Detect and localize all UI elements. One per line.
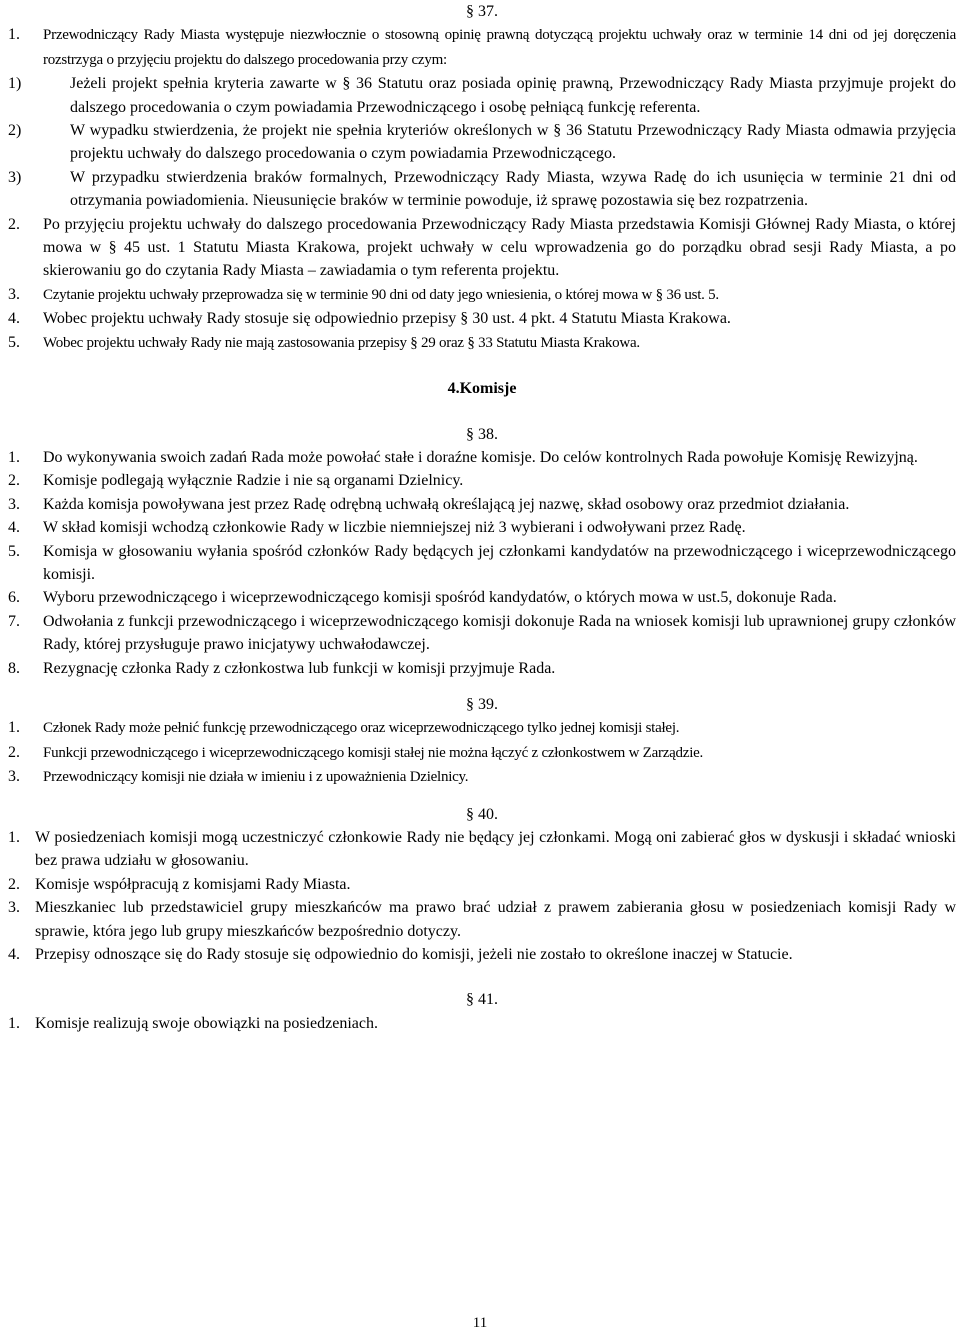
- paragraph-37-2: [8, 213, 956, 283]
- paragraph-38-6: [8, 586, 956, 609]
- paragraph-text: Komisje współpracują z komisjami Rady Miasta.: [35, 875, 351, 893]
- paragraph-40-4: [8, 943, 956, 966]
- paragraph-text: Czytanie projektu uchwały przeprowadza się w terminie 90 dni od daty jego wniesienia, o której mowa w § 36 ust. 5.: [43, 286, 719, 303]
- paragraph-number: 1.: [8, 1014, 20, 1032]
- paragraph-37-3: [8, 283, 956, 307]
- point-number: 1): [8, 75, 22, 93]
- paragraph-number: 4.: [8, 310, 20, 328]
- paragraph-38-7: [8, 610, 956, 657]
- paragraph-number: 1.: [8, 26, 20, 44]
- page-number: 11: [472, 1315, 488, 1331]
- paragraph-39-1: [8, 716, 956, 740]
- paragraph-number: 3.: [8, 899, 20, 917]
- paragraph-number: 3.: [8, 495, 20, 513]
- paragraph-number: 4.: [8, 946, 20, 964]
- paragraph-38-8: [8, 657, 956, 680]
- point-text: W przypadku stwierdzenia braków formalnych, Przewodniczący Rady Miasta, wzywa Radę do ich usunięcia w terminie 21 dni od otrzymania powiadomienia. Nieusunięcie braków w terminie powoduje, iż sprawę pozostawia się bez rozpatrzenia.: [70, 168, 956, 210]
- section-heading-37: § 37.: [466, 3, 498, 20]
- paragraph-37-1: [8, 23, 956, 72]
- paragraph-text: Odwołania z funkcji przewodniczącego i wiceprzewodniczącego komisji dokonuje Rada na wniosek komisji lub uprawnionej grupy członków Rady, której przysługuje prawo inicjatywy uchwałodawczej.: [43, 612, 956, 654]
- paragraph-number: 1.: [8, 829, 20, 846]
- paragraph-39-2: [8, 741, 956, 765]
- paragraph-text: Do wykonywania swoich zadań Rada może powołać stałe i doraźne komisje. Do celów kontrolnych Rada powołuje Komisję Rewizyjną.: [43, 448, 918, 466]
- paragraph-number: 5.: [8, 542, 20, 560]
- paragraph-number: 3.: [8, 285, 20, 303]
- section-heading-39: § 39.: [466, 695, 498, 713]
- spacer: [8, 401, 956, 423]
- point-text: Jeżeli projekt spełnia kryteria zawarte w § 36 Statutu oraz posiada opinię prawną, Przewodniczący Rady Miasta przyjmuje projekt do dalszego procedowania o czym powiadamia Przewodniczącego i osobę pełniącą funkcję referenta.: [70, 75, 956, 116]
- paragraph-text: Każda komisja powoływana jest przez Radę odrębną uchwałą określającą jej nazwę, skład osobowy oraz przedmiot działania.: [43, 495, 850, 513]
- paragraph-text: W posiedzeniach komisji mogą uczestniczyć członkowie Rady nie będący jej członkami. Mogą oni zabierać głos w dyskusji i składać wnioski bez prawa udziału w głosowaniu.: [35, 829, 956, 870]
- section-heading-41: § 41.: [466, 991, 498, 1009]
- paragraph-text: Funkcji przewodniczącego i wiceprzewodniczącego komisji stałej nie można łączyć z członkostwem w Zarządzie.: [43, 744, 704, 761]
- paragraph-37-5: [8, 331, 956, 355]
- paragraph-number: 1.: [8, 448, 20, 466]
- paragraph-37-4: [8, 307, 956, 330]
- paragraph-text: W skład komisji wchodzą członkowie Rady w liczbie niemniejszej niż 3 wybierani i odwoływani przez Radę.: [43, 519, 746, 537]
- paragraph-number: 3.: [8, 768, 20, 786]
- paragraph-number: 5.: [8, 333, 20, 351]
- paragraph-39-3: [8, 765, 956, 789]
- paragraph-number: 2.: [8, 215, 20, 233]
- paragraph-text: Mieszkaniec lub przedstawiciel grupy mieszkańców ma prawo brać udział z prawem zabierania głosu w posiedzeniach komisji Rady w sprawie, która jego lub grupy mieszkańców bezpośrednio dotyczy.: [35, 899, 956, 940]
- paragraph-number: 7.: [8, 612, 20, 630]
- paragraph-number: 8.: [8, 659, 20, 677]
- paragraph-text: Wobec projektu uchwały Rady stosuje się odpowiednio przepisy § 30 ust. 4 pkt. 4 Statutu Miasta Krakowa.: [43, 310, 731, 328]
- paragraph-number: 4.: [8, 519, 20, 537]
- paragraph-text: Komisje podlegają wyłącznie Radzie i nie są organami Dzielnicy.: [43, 472, 464, 490]
- paragraph-38-4: [8, 516, 956, 539]
- paragraph-number: 2.: [8, 875, 20, 893]
- paragraph-text: Wyboru przewodniczącego i wiceprzewodniczącego komisji spośród kandydatów, o których mowa w ust.5, dokonuje Rada.: [43, 589, 837, 607]
- point-37-1-1: [8, 72, 956, 119]
- spacer: [8, 355, 956, 377]
- section-heading-40: § 40.: [466, 805, 498, 823]
- paragraph-number: 1.: [8, 719, 20, 737]
- paragraph-text: Wobec projektu uchwały Rady nie mają zastosowania przepisy § 29 oraz § 33 Statutu Miasta Krakowa.: [43, 334, 640, 351]
- chapter-title: 4.Komisje: [447, 380, 517, 398]
- point-number: 3): [8, 168, 22, 186]
- paragraph-text: Po przyjęciu projektu uchwały do dalszego procedowania Przewodniczący Rady Miasta przedstawia Komisji Głównej Rady Miasta, o której mowa w § 45 ust. 1 Statutu Miasta Krakowa, projekt uchwały w celu wprowadzenia go do porządku obrad sesji Rady Miasta, a po skierowaniu go do czytania Rady Miasta – zawiadamia o tym referenta projektu.: [43, 215, 956, 280]
- paragraph-38-2: [8, 469, 956, 492]
- paragraph-38-5: [8, 540, 956, 587]
- paragraph-text: Członek Rady może pełnić funkcję przewodniczącego oraz wiceprzewodniczącego tylko jednej komisji stałej.: [43, 720, 680, 737]
- spacer: [8, 680, 956, 693]
- point-number: 2): [8, 122, 22, 140]
- paragraph-text: Komisje realizują swoje obowiązki na posiedzeniach.: [35, 1014, 378, 1032]
- spacer: [8, 790, 956, 803]
- paragraph-number: 6.: [8, 589, 20, 607]
- paragraph-40-1: [8, 826, 956, 873]
- paragraph-text: Przewodniczący komisji nie działa w imieniu i z upoważnienia Dzielnicy.: [43, 769, 469, 786]
- paragraph-40-2: [8, 873, 956, 896]
- point-text: W wypadku stwierdzenia, że projekt nie spełnia kryteriów określonych w § 36 Statutu Przewodniczący Rady Miasta odmawia przyjęcia projektu uchwały do dalszego procedowania o czym powiadamia Przewodniczącego.: [70, 122, 956, 163]
- paragraph-38-1: [8, 446, 956, 469]
- paragraph-text: Przepisy odnoszące się do Rady stosuje się odpowiednio do komisji, jeżeli nie zostało to określone inaczej w Statucie.: [35, 946, 793, 964]
- paragraph-38-3: [8, 493, 956, 516]
- point-37-1-2: [8, 119, 956, 166]
- paragraph-number: 2.: [8, 472, 20, 490]
- paragraph-text: Przewodniczący Rady Miasta występuje niezwłocznie o stosowną opinię prawną dotyczącą projektu uchwały oraz w terminie 14 dni od jej doręczenia rozstrzyga o przyjęciu projektu do dalszego procedowania przy czym:: [43, 27, 956, 68]
- paragraph-40-3: [8, 896, 956, 943]
- section-heading-38: § 38.: [466, 425, 498, 443]
- document-body: [8, 0, 956, 1035]
- paragraph-number: 2.: [8, 743, 20, 761]
- paragraph-41-1: [8, 1012, 956, 1035]
- paragraph-text: Rezygnację członka Rady z członkostwa lub funkcji w komisji przyjmuje Rada.: [43, 659, 556, 677]
- point-37-1-3: [8, 166, 956, 213]
- paragraph-text: Komisja w głosowaniu wyłania spośród członków Rady będących jej członkami kandydatów na przewodniczącego i wiceprzewodniczącego komisji.: [43, 542, 956, 583]
- spacer: [8, 966, 956, 988]
